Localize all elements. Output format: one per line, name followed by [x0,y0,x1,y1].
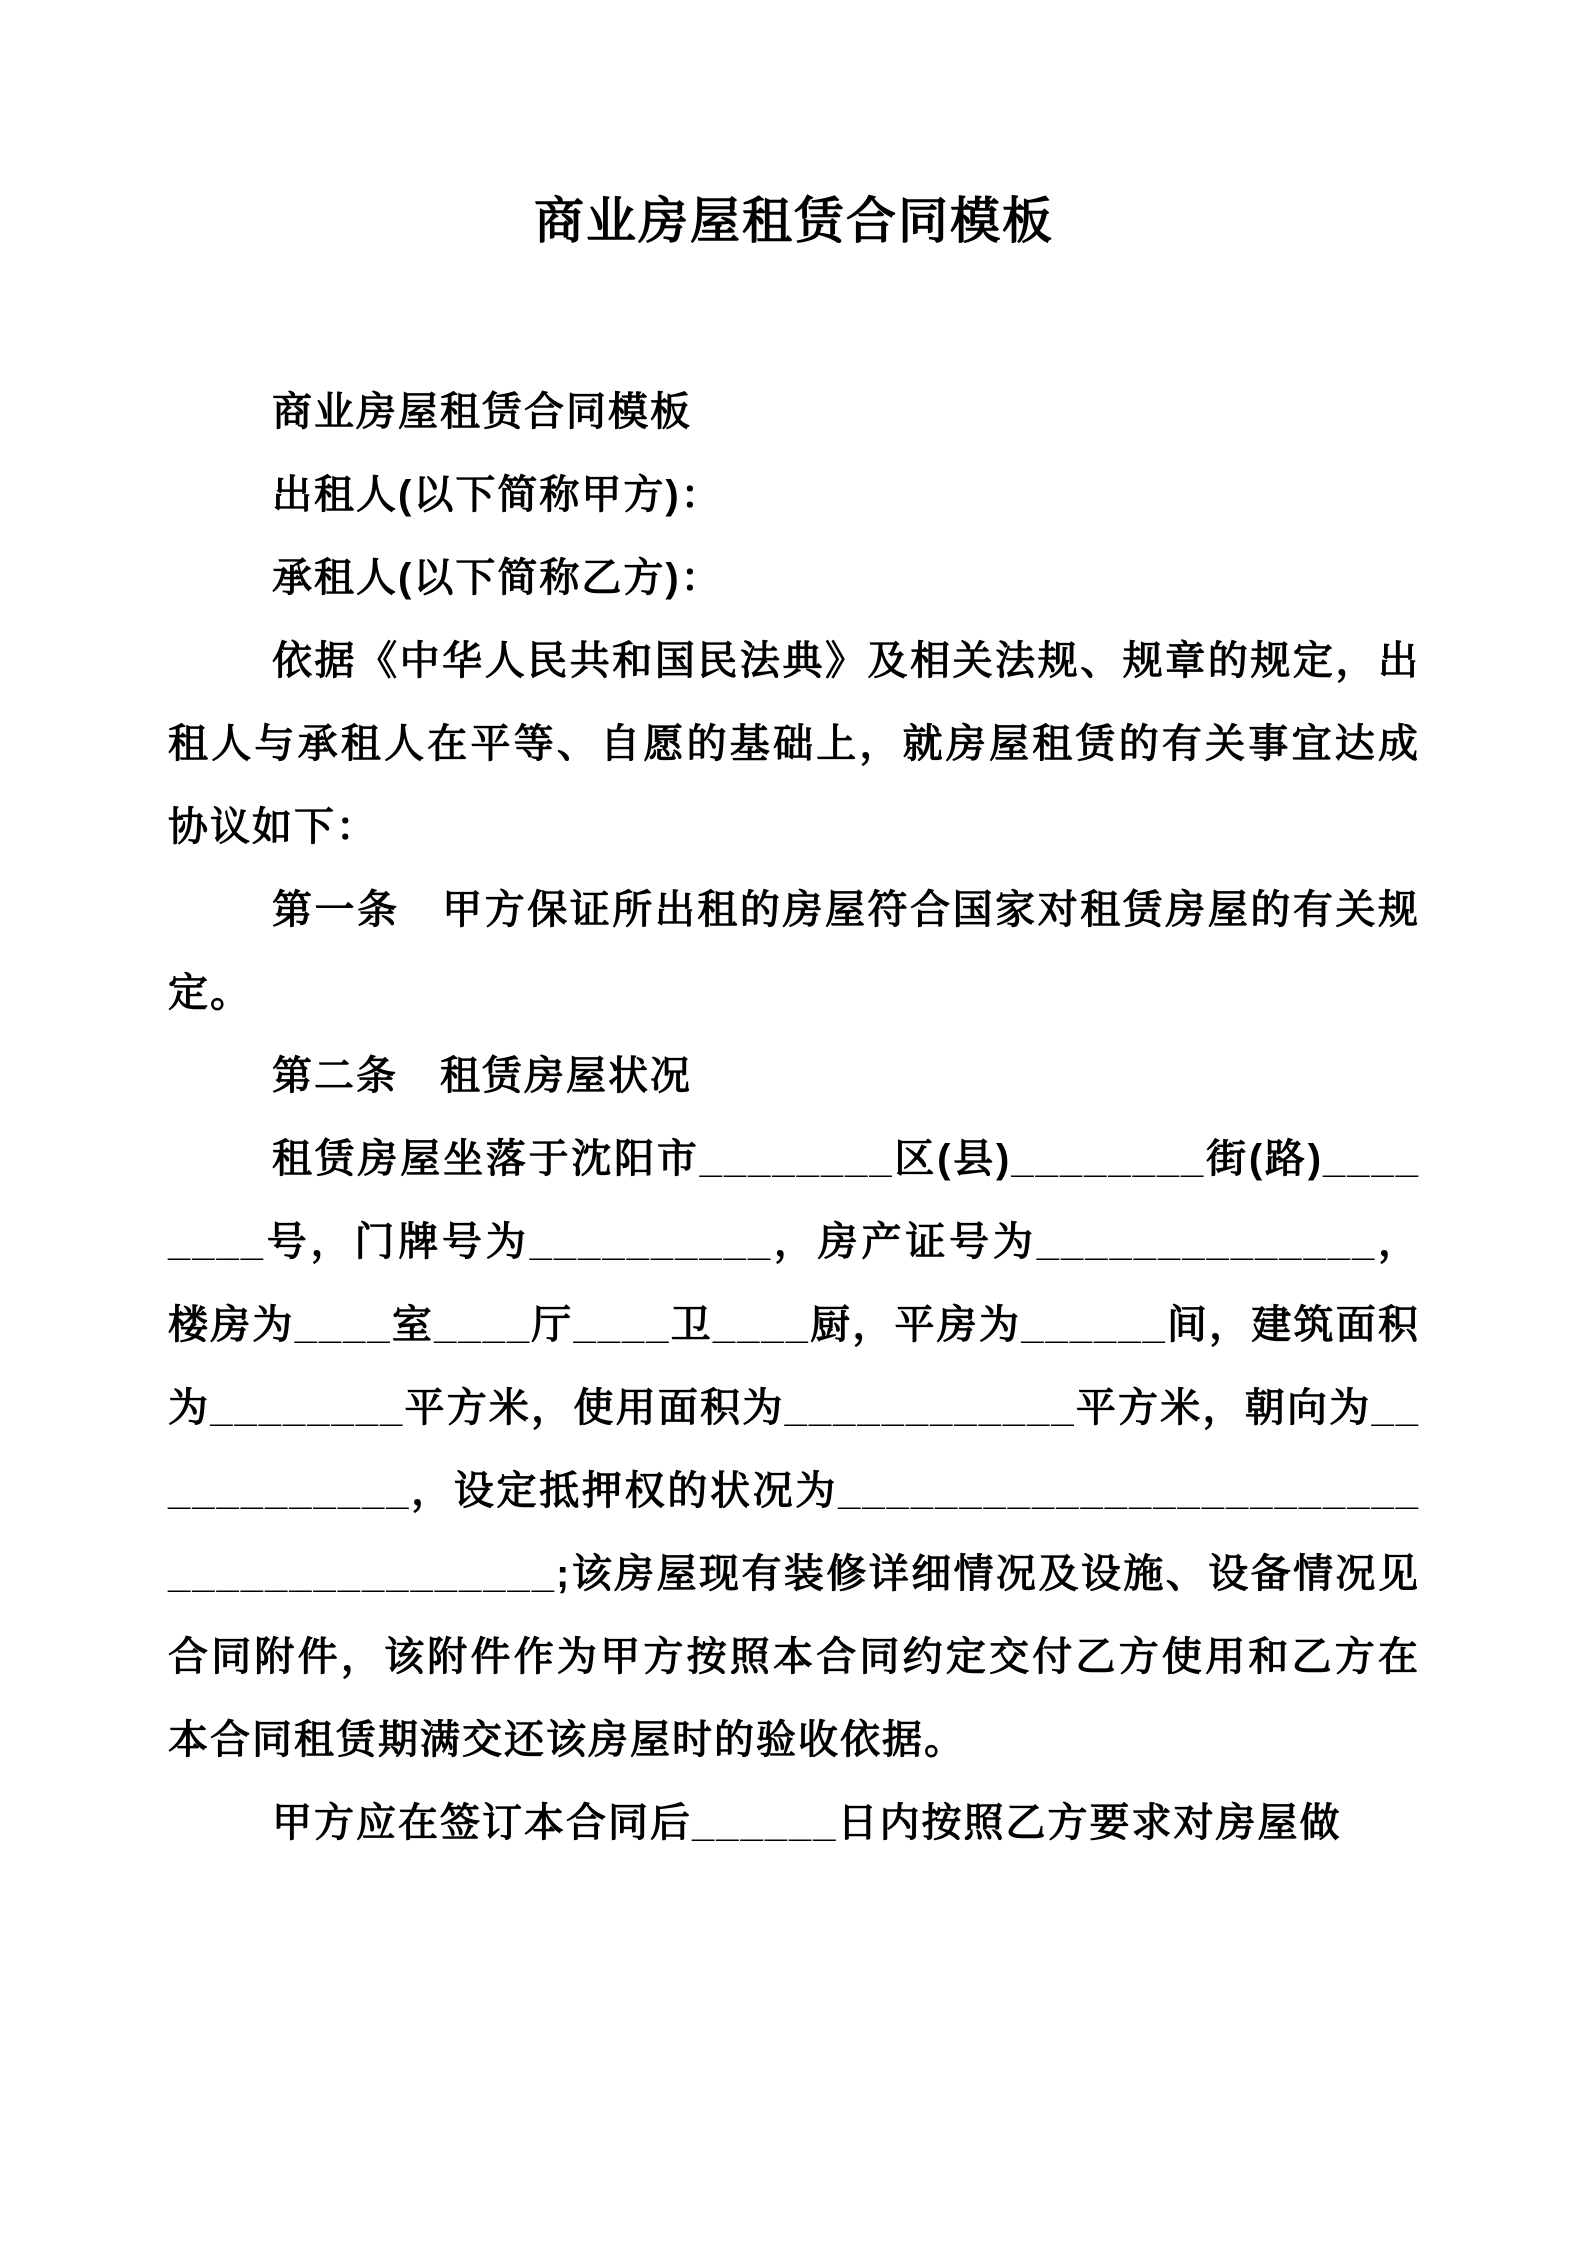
paragraph-subtitle: 商业房屋租赁合同模板 [272,389,692,434]
paragraph-preamble: 依据《中华人民共和国民法典》及相关法规、规章的规定，出租人与承租人在平等、自愿的基础上，就房屋租赁的有关事宜达成协议如下： [168,638,1420,849]
paragraph-lessor: 出租人(以下简称甲方)： [272,472,723,517]
paragraph-article-1: 第一条 甲方保证所出租的房屋符合国家对租赁房屋的有关规定。 [168,887,1420,1015]
paragraph-article-2-continued: 甲方应在签订本合同后______日内按照乙方要求对房屋做 [272,1800,1342,1845]
document-title: 商业房屋租赁合同模板 [534,193,1054,249]
paragraph-lessee: 承租人(以下简称乙方)： [272,555,723,600]
paragraph-article-2-body: 租赁房屋坐落于沈阳市________区(县)________街(路)________号，门牌号为__________，房产证号为______________，楼房为____室____厅____卫____厨，平房为______间，建筑面积为________平方米，使用面积为____________平方米，朝向为____________，设定抵押权的状况为________________________________________;该房屋现有装修详细情况及设施、设备情况见合同附件，该附件作为甲方按照本合同约定交付乙方使用和乙方在本合同租赁期满交还该房屋时的验收依据。 [168,1136,1420,1762]
paragraph-article-2-heading: 第二条 租赁房屋状况 [272,1053,692,1098]
